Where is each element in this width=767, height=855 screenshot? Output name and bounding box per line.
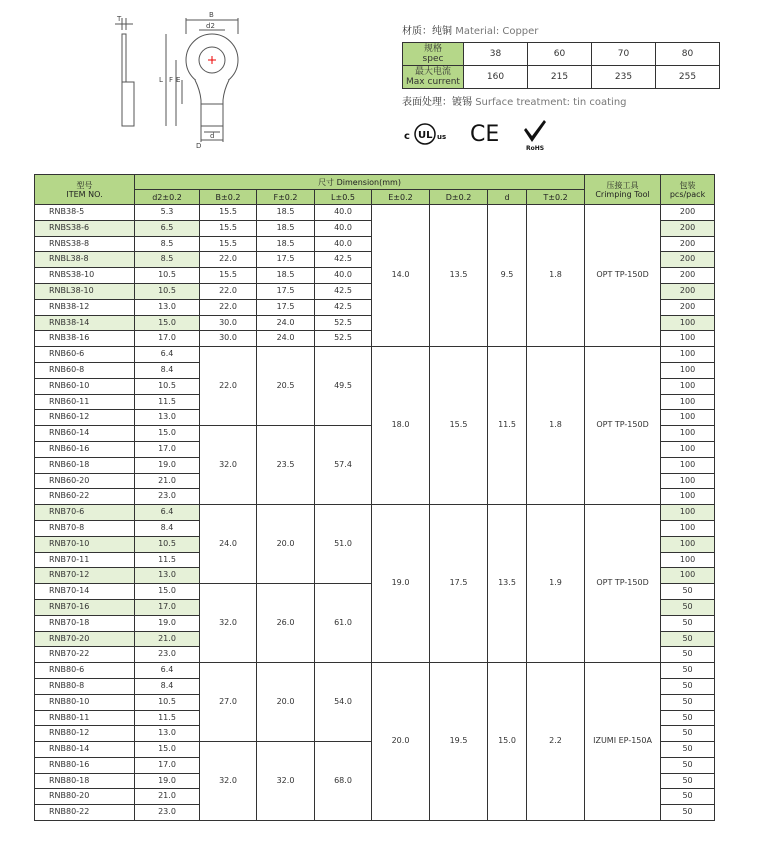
- pack-cell: 200: [661, 268, 715, 284]
- sub-header-d2: d2±0.2: [135, 190, 200, 205]
- pack-cell: 50: [661, 742, 715, 758]
- pack-cell: 100: [661, 347, 715, 363]
- b-cell: 15.5: [200, 268, 257, 284]
- pack-cell: 50: [661, 757, 715, 773]
- f-cell: 17.5: [257, 299, 315, 315]
- d2-cell: 8.4: [135, 678, 200, 694]
- l-cell: 52.5: [315, 315, 372, 331]
- svg-text:UL: UL: [418, 130, 433, 141]
- current-value: 160: [464, 66, 528, 89]
- dim-l-label: L: [159, 76, 163, 84]
- f-cell: 32.0: [257, 742, 315, 821]
- item-cell: RNB60-8: [35, 362, 135, 378]
- pack-cell: 100: [661, 394, 715, 410]
- item-cell: RNB80-22: [35, 805, 135, 821]
- l-cell: 40.0: [315, 220, 372, 236]
- rohs-logo: [524, 120, 546, 152]
- item-cell: RNBL38-10: [35, 283, 135, 299]
- pack-cell: 200: [661, 220, 715, 236]
- e-cell: 19.0: [372, 505, 430, 663]
- e-cell: 14.0: [372, 205, 430, 347]
- b-cell: 30.0: [200, 315, 257, 331]
- f-cell: 23.5: [257, 426, 315, 505]
- t-cell: 1.8: [527, 347, 585, 505]
- d2-cell: 10.5: [135, 694, 200, 710]
- pack-cell: 200: [661, 205, 715, 221]
- b-cell: 22.0: [200, 283, 257, 299]
- table-row: [35, 347, 715, 363]
- d-cell: 19.5: [430, 663, 488, 821]
- svg-text:RoHS: RoHS: [526, 145, 545, 152]
- f-cell: 20.0: [257, 663, 315, 742]
- d2-cell: 6.4: [135, 505, 200, 521]
- pack-cell: 50: [661, 599, 715, 615]
- pack-cell: 50: [661, 726, 715, 742]
- item-cell: RNB70-22: [35, 647, 135, 663]
- small-d-cell: 15.0: [488, 663, 527, 821]
- d2-cell: 6.4: [135, 347, 200, 363]
- d2-cell: 23.0: [135, 805, 200, 821]
- material-line: [402, 24, 720, 40]
- t-cell: 1.9: [527, 505, 585, 663]
- item-cell: RNB80-12: [35, 726, 135, 742]
- d2-cell: 17.0: [135, 331, 200, 347]
- d2-cell: 17.0: [135, 757, 200, 773]
- b-cell: 32.0: [200, 742, 257, 821]
- dimension-header: 尺寸 Dimension(mm): [135, 175, 585, 190]
- pack-cell: 100: [661, 410, 715, 426]
- item-cell: RNB60-22: [35, 489, 135, 505]
- current-value: 255: [656, 66, 720, 89]
- d-cell: 13.5: [430, 205, 488, 347]
- table-row: [35, 205, 715, 221]
- item-cell: RNB60-16: [35, 441, 135, 457]
- pack-cell: 200: [661, 299, 715, 315]
- f-cell: 17.5: [257, 283, 315, 299]
- item-cell: RNB60-11: [35, 394, 135, 410]
- t-cell: 1.8: [527, 205, 585, 347]
- d2-cell: 17.0: [135, 441, 200, 457]
- d2-cell: 21.0: [135, 789, 200, 805]
- pack-cell: 100: [661, 426, 715, 442]
- surface-en: Surface treatment: tin coating: [475, 97, 627, 108]
- current-value: 215: [528, 66, 592, 89]
- l-cell: 40.0: [315, 268, 372, 284]
- dim-f-label: F: [169, 76, 174, 84]
- dim-t-label: T: [117, 15, 122, 23]
- material-cn: 材质：纯铜: [402, 26, 452, 37]
- pack-cell: 100: [661, 457, 715, 473]
- pack-cell: 200: [661, 252, 715, 268]
- ce-logo: [470, 122, 499, 147]
- pack-cell: 50: [661, 631, 715, 647]
- current-row: [403, 66, 720, 89]
- d2-cell: 21.0: [135, 473, 200, 489]
- item-cell: RNB70-6: [35, 505, 135, 521]
- item-cell: RNB80-20: [35, 789, 135, 805]
- pack-cell: 100: [661, 331, 715, 347]
- table-header-row: [35, 175, 715, 190]
- spec-row: [403, 43, 720, 66]
- table-row: [35, 505, 715, 521]
- f-cell: 24.0: [257, 331, 315, 347]
- certification-logos: [402, 116, 572, 152]
- d2-cell: 6.4: [135, 663, 200, 679]
- dimension-table: [34, 174, 715, 821]
- l-cell: 42.5: [315, 283, 372, 299]
- dim-b-label: B: [209, 11, 214, 19]
- item-cell: RNBS38-10: [35, 268, 135, 284]
- d2-cell: 13.0: [135, 726, 200, 742]
- e-cell: 20.0: [372, 663, 430, 821]
- table-row: [35, 663, 715, 679]
- d2-cell: 10.5: [135, 283, 200, 299]
- sub-header-d: D±0.2: [430, 190, 488, 205]
- item-cell: RNB38-12: [35, 299, 135, 315]
- dim-dd-label: D: [196, 142, 202, 150]
- f-cell: 18.5: [257, 205, 315, 221]
- pack-cell: 50: [661, 663, 715, 679]
- tool-cell: IZUMI EP-150A: [585, 663, 661, 821]
- b-cell: 30.0: [200, 331, 257, 347]
- f-cell: 18.5: [257, 220, 315, 236]
- b-cell: 15.5: [200, 220, 257, 236]
- l-cell: 42.5: [315, 252, 372, 268]
- d2-cell: 11.5: [135, 552, 200, 568]
- f-cell: 24.0: [257, 315, 315, 331]
- l-cell: 68.0: [315, 742, 372, 821]
- d2-cell: 15.0: [135, 742, 200, 758]
- item-cell: RNB80-16: [35, 757, 135, 773]
- l-cell: 40.0: [315, 205, 372, 221]
- pack-cell: 100: [661, 536, 715, 552]
- item-cell: RNB38-5: [35, 205, 135, 221]
- pack-cell: 50: [661, 710, 715, 726]
- d2-cell: 15.0: [135, 315, 200, 331]
- b-cell: 24.0: [200, 505, 257, 584]
- l-cell: 51.0: [315, 505, 372, 584]
- svg-text:CE: CE: [470, 122, 500, 147]
- item-cell: RNBL38-8: [35, 252, 135, 268]
- d2-cell: 10.5: [135, 378, 200, 394]
- item-cell: RNB70-20: [35, 631, 135, 647]
- current-value: 235: [592, 66, 656, 89]
- sub-header-f: F±0.2: [257, 190, 315, 205]
- f-cell: 20.5: [257, 347, 315, 426]
- f-cell: 18.5: [257, 236, 315, 252]
- item-cell: RNB70-11: [35, 552, 135, 568]
- l-cell: 40.0: [315, 236, 372, 252]
- dim-d2-label: d2: [206, 22, 215, 30]
- l-cell: 49.5: [315, 347, 372, 426]
- pack-cell: 100: [661, 489, 715, 505]
- f-cell: 18.5: [257, 268, 315, 284]
- d2-cell: 11.5: [135, 394, 200, 410]
- current-header: 最大电流 Max current: [403, 66, 464, 89]
- tool-cell: OPT TP-150D: [585, 205, 661, 347]
- small-d-cell: 13.5: [488, 505, 527, 663]
- small-d-cell: 11.5: [488, 347, 527, 505]
- f-cell: 26.0: [257, 584, 315, 663]
- spec-value: 60: [528, 43, 592, 66]
- item-cell: RNB70-14: [35, 584, 135, 600]
- pack-cell: 100: [661, 505, 715, 521]
- d2-cell: 19.0: [135, 457, 200, 473]
- pack-cell: 50: [661, 773, 715, 789]
- sub-header-e: E±0.2: [372, 190, 430, 205]
- b-cell: 32.0: [200, 426, 257, 505]
- tool-header: 压接工具 Crimping Tool: [585, 175, 661, 205]
- b-cell: 22.0: [200, 299, 257, 315]
- b-cell: 15.5: [200, 236, 257, 252]
- pack-cell: 100: [661, 441, 715, 457]
- d-cell: 15.5: [430, 347, 488, 505]
- d2-cell: 21.0: [135, 631, 200, 647]
- item-cell: RNB80-14: [35, 742, 135, 758]
- terminal-drawing: [100, 8, 270, 158]
- d2-cell: 23.0: [135, 647, 200, 663]
- pack-cell: 100: [661, 568, 715, 584]
- d2-cell: 8.4: [135, 520, 200, 536]
- d2-cell: 8.5: [135, 252, 200, 268]
- pack-cell: 100: [661, 315, 715, 331]
- d2-cell: 8.4: [135, 362, 200, 378]
- l-cell: 61.0: [315, 584, 372, 663]
- item-cell: RNB80-6: [35, 663, 135, 679]
- item-cell: RNB60-6: [35, 347, 135, 363]
- sub-header-l: L±0.5: [315, 190, 372, 205]
- pack-cell: 50: [661, 694, 715, 710]
- l-cell: 52.5: [315, 331, 372, 347]
- sub-header-small-d: d: [488, 190, 527, 205]
- item-cell: RNB80-8: [35, 678, 135, 694]
- f-cell: 20.0: [257, 505, 315, 584]
- t-cell: 2.2: [527, 663, 585, 821]
- pack-cell: 200: [661, 283, 715, 299]
- d2-cell: 13.0: [135, 299, 200, 315]
- b-cell: 15.5: [200, 205, 257, 221]
- d2-cell: 19.0: [135, 615, 200, 631]
- material-en: Material: Copper: [455, 26, 539, 37]
- item-cell: RNB80-11: [35, 710, 135, 726]
- item-cell: RNB80-10: [35, 694, 135, 710]
- item-cell: RNB60-12: [35, 410, 135, 426]
- item-cell: RNB70-10: [35, 536, 135, 552]
- tool-cell: OPT TP-150D: [585, 347, 661, 505]
- e-cell: 18.0: [372, 347, 430, 505]
- spec-value: 38: [464, 43, 528, 66]
- item-cell: RNB38-16: [35, 331, 135, 347]
- pack-cell: 50: [661, 805, 715, 821]
- b-cell: 22.0: [200, 252, 257, 268]
- d2-cell: 23.0: [135, 489, 200, 505]
- ul-logo: [404, 124, 446, 144]
- pack-cell: 100: [661, 552, 715, 568]
- pack-cell: 50: [661, 615, 715, 631]
- spec-value: 70: [592, 43, 656, 66]
- d-cell: 17.5: [430, 505, 488, 663]
- item-cell: RNB80-18: [35, 773, 135, 789]
- b-cell: 32.0: [200, 584, 257, 663]
- item-cell: RNB60-10: [35, 378, 135, 394]
- pack-cell: 100: [661, 473, 715, 489]
- item-cell: RNB70-8: [35, 520, 135, 536]
- surface-cn: 表面处理：镀锡: [402, 97, 472, 108]
- spec-table: [402, 42, 720, 89]
- pack-cell: 50: [661, 678, 715, 694]
- dim-e-label: E: [176, 76, 181, 84]
- pack-cell: 50: [661, 647, 715, 663]
- spec-panel: [402, 24, 720, 108]
- pack-cell: 100: [661, 378, 715, 394]
- d2-cell: 13.0: [135, 410, 200, 426]
- d2-cell: 17.0: [135, 599, 200, 615]
- b-cell: 27.0: [200, 663, 257, 742]
- item-cell: RNBS38-6: [35, 220, 135, 236]
- item-cell: RNB60-18: [35, 457, 135, 473]
- tool-cell: OPT TP-150D: [585, 505, 661, 663]
- d2-cell: 11.5: [135, 710, 200, 726]
- table-body: [35, 205, 715, 821]
- b-cell: 22.0: [200, 347, 257, 426]
- pack-header: 包装 pcs/pack: [661, 175, 715, 205]
- d2-cell: 6.5: [135, 220, 200, 236]
- svg-text:c: c: [404, 131, 410, 142]
- d2-cell: 8.5: [135, 236, 200, 252]
- dim-d-label: d: [210, 132, 215, 140]
- item-cell: RNB70-12: [35, 568, 135, 584]
- d2-cell: 13.0: [135, 568, 200, 584]
- l-cell: 57.4: [315, 426, 372, 505]
- d2-cell: 10.5: [135, 268, 200, 284]
- item-cell: RNB60-20: [35, 473, 135, 489]
- item-cell: RNB60-14: [35, 426, 135, 442]
- item-header: 型号 ITEM NO.: [35, 175, 135, 205]
- item-cell: RNB38-14: [35, 315, 135, 331]
- l-cell: 42.5: [315, 299, 372, 315]
- item-cell: RNBS38-8: [35, 236, 135, 252]
- d2-cell: 19.0: [135, 773, 200, 789]
- d2-cell: 15.0: [135, 426, 200, 442]
- pack-cell: 200: [661, 236, 715, 252]
- surface-line: [402, 93, 720, 108]
- sub-header-t: T±0.2: [527, 190, 585, 205]
- f-cell: 17.5: [257, 252, 315, 268]
- l-cell: 54.0: [315, 663, 372, 742]
- pack-cell: 100: [661, 362, 715, 378]
- pack-cell: 50: [661, 789, 715, 805]
- d2-cell: 5.3: [135, 205, 200, 221]
- item-cell: RNB70-16: [35, 599, 135, 615]
- small-d-cell: 9.5: [488, 205, 527, 347]
- pack-cell: 100: [661, 520, 715, 536]
- spec-value: 80: [656, 43, 720, 66]
- d2-cell: 15.0: [135, 584, 200, 600]
- svg-text:us: us: [437, 133, 447, 141]
- spec-header: 规格 spec: [403, 43, 464, 66]
- item-cell: RNB70-18: [35, 615, 135, 631]
- pack-cell: 50: [661, 584, 715, 600]
- sub-header-b: B±0.2: [200, 190, 257, 205]
- d2-cell: 10.5: [135, 536, 200, 552]
